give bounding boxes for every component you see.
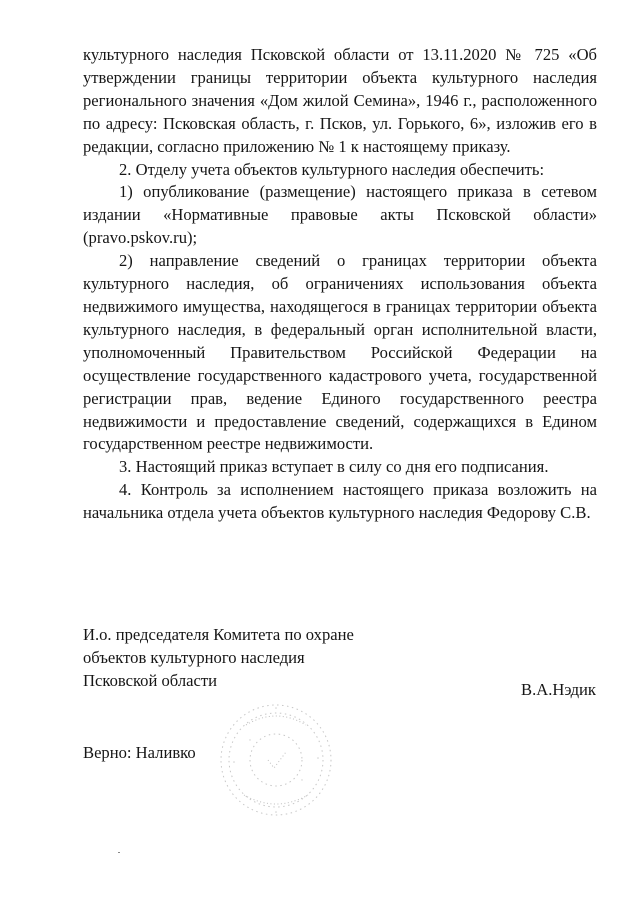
- paragraph-5: 3. Настоящий приказ вступает в силу со дня его подписания.: [119, 457, 549, 477]
- signer-name: В.А.Нэдик: [521, 680, 596, 699]
- verified-note: Верно: Наливко: [83, 743, 196, 762]
- scan-speck: [118, 852, 120, 853]
- document-body: [83, 44, 597, 525]
- paragraph-6: 4. Контроль за исполнением настоящего приказа возложить на начальника отдела учета объектов культурного наследия Федорову С.В.: [83, 480, 597, 523]
- signature-position-line-3: Псковской области: [83, 671, 217, 690]
- paragraph-3: 1) опубликование (размещение) настоящего приказа в сетевом издании «Нормативные правовые акты Псковской области» (pravo.pskov.ru);: [83, 182, 597, 248]
- signature-position-line-2: объектов культурного наследия: [83, 648, 305, 667]
- signature-block: [83, 623, 354, 692]
- paragraph-4: 2) направление сведений о границах территории объекта культурного наследия, об ограничениях использования объекта недвижимого имущества, находящегося в границах территории объекта культурного наследия, в федеральный орган исполнительной власти, уполномоченный Правительством Российской Федерации на осуществление государственного кадастрового учета, государственной регистрации прав, ведение Единого государственного реестра недвижимости и предоставление сведений, содержащихся в Едином государственном реестре недвижимости.: [83, 251, 597, 454]
- faded-round-seal-icon: [216, 700, 336, 820]
- signature-position-line-1: И.о. председателя Комитета по охране: [83, 625, 354, 644]
- paragraph-1: культурного наследия Псковской области от 13.11.2020 № 725 «Об утверждении границы территории объекта культурного наследия регионального значения «Дом жилой Семина», 1946 г., расположенного по адресу: Псковская область, г. Псков, ул. Горького, 6», изложив его в редакции, согласно приложению № 1 к настоящему приказу.: [83, 45, 597, 156]
- paragraph-2: 2. Отделу учета объектов культурного наследия обеспечить:: [119, 159, 545, 179]
